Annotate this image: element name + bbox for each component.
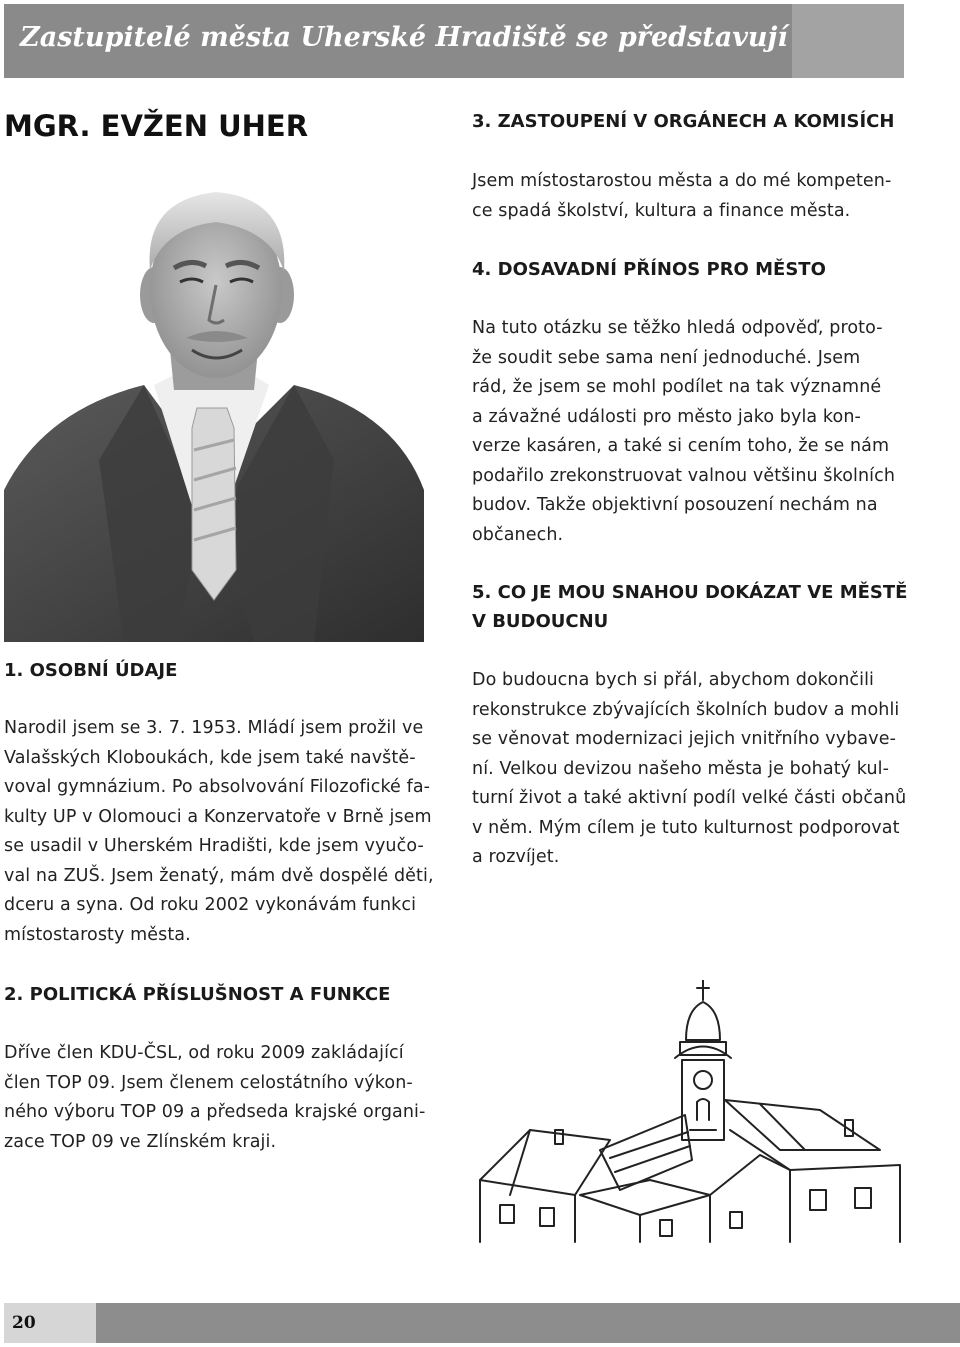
- section-5-line: turní život a také aktivní podíl velké části občanů: [472, 788, 907, 808]
- portrait-photo: [4, 160, 424, 642]
- section-1-heading: 1. OSOBNÍ ÚDAJE: [4, 660, 178, 681]
- section-5-line: se věnovat modernizaci jejich vnitřního vybave-: [472, 729, 896, 749]
- section-3-text: [472, 167, 912, 226]
- section-1-line: se usadil v Uherském Hradišti, kde jsem vyučo-: [4, 836, 424, 856]
- section-2-heading: 2. POLITICKÁ PŘÍSLUŠNOST A FUNKCE: [4, 984, 391, 1005]
- section-2-line: zace TOP 09 ve Zlínském kraji.: [4, 1131, 277, 1152]
- section-4-line: Na tuto otázku se těžko hledá odpověď, proto-: [472, 318, 883, 338]
- section-4-text: [472, 314, 912, 550]
- profile-name: MGR. EVŽEN UHER: [4, 109, 309, 143]
- section-1-line: voval gymnázium. Po absolvování Filozofické fa-: [4, 777, 431, 797]
- section-1-line: kulty UP v Olomouci a Konzervatoře v Brně jsem: [4, 806, 432, 827]
- section-4-line: budov. Takže objektivní posouzení nechám na: [472, 495, 878, 515]
- section-1-line: dceru a syna. Od roku 2002 vykonávám funkci: [4, 895, 417, 915]
- section-5-line: ní. Velkou devizou našeho města je bohatý kul-: [472, 758, 890, 779]
- section-2-text: [4, 1039, 444, 1157]
- section-2-line: Dříve člen KDU-ČSL, od roku 2009 zakládající: [4, 1043, 404, 1063]
- section-3-heading: 3. ZASTOUPENÍ V ORGÁNECH A KOMISÍCH: [472, 111, 895, 132]
- section-1-line: místostarosty města.: [4, 924, 191, 945]
- section-1-line: Valašských Kloboukách, kde jsem také navště-: [4, 747, 416, 768]
- section-2-line: člen TOP 09. Jsem členem celostátního výkon-: [4, 1072, 413, 1093]
- section-5-line: rekonstrukce zbývajících školních budov a mohli: [472, 699, 900, 720]
- header-banner: [4, 4, 904, 78]
- section-4-line: a závažné události pro město jako byla kon-: [472, 406, 861, 427]
- section-5-heading-line: V BUDOUCNU: [472, 611, 609, 632]
- section-4-heading: 4. DOSAVADNÍ PŘÍNOS PRO MĚSTO: [472, 259, 826, 280]
- section-5-line: Do budoucna bych si přál, abychom dokončili: [472, 670, 874, 690]
- section-5-line: a rozvíjet.: [472, 847, 560, 867]
- section-4-line: podařilo zrekonstruovat valnou většinu školních: [472, 465, 896, 486]
- town-sketch-drawing: [460, 980, 910, 1250]
- section-2-line: ného výboru TOP 09 a předseda krajské organi-: [4, 1102, 426, 1122]
- section-4-line: že soudit sebe sama není jednoduché. Jsem: [472, 347, 861, 368]
- section-1-line: Narodil jsem se 3. 7. 1953. Mládí jsem prožil ve: [4, 718, 424, 738]
- section-4-line: rád, že jsem se mohl podílet na tak významné: [472, 377, 882, 397]
- header-banner-tab: [792, 4, 904, 78]
- section-4-line: občanech.: [472, 524, 564, 545]
- section-5-line: v něm. Mým cílem je tuto kulturnost podporovat: [472, 817, 900, 838]
- section-1-text: [4, 714, 444, 950]
- section-3-line: ce spadá školství, kultura a finance města.: [472, 200, 851, 221]
- section-5-heading: [472, 578, 907, 636]
- portrait-illustration: [4, 160, 424, 642]
- section-1-line: val na ZUŠ. Jsem ženatý, mám dvě dospělé děti,: [4, 865, 434, 886]
- page-number: 20: [12, 1313, 36, 1333]
- section-3-line: Jsem místostarostou města a do mé kompeten-: [472, 171, 892, 191]
- section-5-heading-line: 5. CO JE MOU SNAHOU DOKÁZAT VE MĚSTĚ: [472, 582, 908, 603]
- town-sketch-illustration: [460, 980, 910, 1250]
- section-4-line: verze kasáren, a také si cením toho, že se nám: [472, 436, 890, 456]
- footer-bar: [4, 1303, 960, 1343]
- section-5-text: [472, 666, 912, 873]
- header-title: Zastupitelé města Uherské Hradiště se představují: [20, 22, 788, 53]
